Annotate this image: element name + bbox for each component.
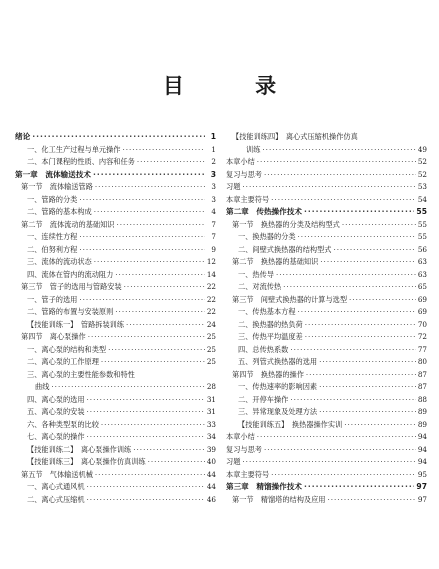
dot-leader — [108, 344, 205, 357]
toc-entry-label: 二、离心式压缩机 — [27, 494, 85, 504]
toc-entry[interactable] — [226, 269, 427, 282]
dot-leader — [79, 194, 205, 207]
dot-leader — [290, 394, 416, 407]
dot-leader — [101, 419, 205, 432]
dot-leader — [122, 144, 205, 157]
toc-entry-page: 46 — [206, 494, 216, 504]
dot-leader — [51, 381, 204, 394]
toc-entry[interactable] — [226, 219, 427, 232]
toc-entry-label: 第三节 管子的选用与管路安装 — [21, 282, 122, 291]
dot-leader — [276, 269, 416, 282]
toc-entry-page: 40 — [206, 457, 216, 466]
toc-entry[interactable] — [226, 331, 427, 344]
dot-leader — [88, 331, 205, 344]
dot-leader — [344, 419, 416, 432]
toc-entry-page: 49 — [417, 144, 427, 154]
dot-leader — [133, 444, 205, 457]
toc-entry-label: 复习与思考 — [226, 444, 262, 454]
toc-entry-label: 第四节 换热器的操作 — [232, 369, 304, 379]
toc-entry[interactable] — [15, 206, 216, 219]
dot-leader — [95, 181, 205, 194]
toc-entry-page: 24 — [206, 319, 216, 329]
dot-leader — [327, 494, 415, 507]
toc-entry-page: 63 — [417, 269, 427, 279]
toc-entry[interactable] — [226, 419, 427, 432]
toc-entry[interactable] — [15, 444, 216, 457]
toc-entry[interactable] — [226, 444, 427, 457]
toc-entry-page: 55 — [417, 219, 427, 229]
toc-entry-page: 31 — [206, 394, 216, 404]
toc-entry-label: 三、离心泵的主要性能参数和特性 — [27, 369, 135, 379]
toc-entry-page: 3 — [211, 194, 216, 204]
toc-entry-page: 69 — [417, 294, 427, 304]
toc-entry-label: 三、异常现象及处理方法 — [238, 407, 318, 416]
toc-entry-page: 39 — [206, 444, 216, 454]
toc-entry-label: 第一节 流体输送管路 — [21, 182, 93, 191]
toc-entry-label: 二、管路的布置与安装原则 — [27, 307, 114, 316]
toc-entry[interactable] — [226, 356, 427, 369]
toc-entry-page: 1 — [210, 132, 216, 141]
toc-entry-label: 一、换热器的分类 — [238, 232, 296, 241]
toc-entry[interactable] — [15, 281, 216, 294]
toc-entry-label: 四、总传热系数 — [238, 344, 289, 354]
toc-entry-label: 二、开停车操作 — [238, 394, 289, 404]
toc-entry[interactable] — [226, 281, 427, 294]
toc-entry[interactable] — [226, 494, 427, 507]
toc-entry[interactable] — [15, 394, 216, 407]
dot-leader — [93, 169, 205, 182]
page-title: 目 录 — [162, 74, 309, 98]
toc-entry[interactable] — [226, 394, 427, 407]
dot-leader — [87, 394, 205, 407]
toc-entry-page: 25 — [206, 344, 216, 354]
toc-entry[interactable] — [15, 456, 216, 469]
toc-entry-label: 一、连续性方程 — [27, 232, 78, 241]
toc-entry[interactable] — [226, 231, 427, 244]
toc-entry[interactable] — [15, 406, 216, 419]
toc-entry-page: 53 — [417, 182, 427, 191]
toc-entry-label: 三、流体的流动状态 — [27, 257, 92, 266]
dot-leader — [305, 319, 416, 332]
dot-leader — [283, 281, 416, 294]
toc-right-column — [226, 131, 427, 506]
toc-entry[interactable] — [15, 469, 216, 482]
toc-entry-page: 56 — [417, 244, 427, 254]
dot-leader — [257, 156, 416, 169]
toc-entry-page: 44 — [206, 469, 216, 479]
toc-entry-label: 【技能训练三】 离心泵操作仿真训练 — [27, 457, 146, 466]
toc-entry[interactable] — [15, 494, 216, 507]
toc-entry-label: 习题 — [226, 182, 241, 191]
toc-entry-page: 7 — [211, 219, 216, 229]
toc-entry-label: 一、传热基本方程 — [238, 307, 296, 316]
toc-entry-page: 25 — [206, 357, 216, 366]
toc-entry-page: 44 — [206, 482, 216, 491]
toc-entry-label: 一、管子的选用 — [27, 294, 78, 304]
toc-entry-page: 87 — [417, 382, 427, 391]
toc-entry-page: 80 — [417, 357, 427, 366]
toc-entry-label: 复习与思考 — [226, 169, 262, 179]
toc-entry[interactable] — [226, 144, 427, 157]
dot-leader — [298, 231, 416, 244]
dot-leader — [333, 244, 415, 257]
dot-leader — [94, 206, 205, 219]
toc-entry-page: 4 — [211, 207, 216, 216]
dot-leader — [137, 156, 205, 169]
toc-entry-page: 52 — [417, 169, 427, 179]
toc-entry-label: 一、热传导 — [238, 269, 274, 279]
toc-entry-page: 1 — [211, 144, 216, 154]
toc-entry-label: 一、化工生产过程与单元操作 — [27, 144, 121, 154]
toc-entry-page: 9 — [211, 244, 216, 254]
toc-entry-page: 3 — [211, 182, 216, 191]
dot-leader — [319, 356, 416, 369]
toc-entry-page: 94 — [417, 457, 427, 466]
dot-leader — [304, 206, 414, 219]
toc-entry[interactable] — [226, 369, 427, 382]
dot-leader — [257, 431, 416, 444]
toc-entry[interactable] — [15, 144, 216, 157]
dot-leader — [94, 256, 205, 269]
toc-entry-page: 72 — [417, 332, 427, 341]
dot-leader — [298, 306, 416, 319]
dot-leader — [320, 256, 416, 269]
toc-entry-label: 【技能训练一】 管路拆装训练 — [27, 319, 125, 329]
dot-leader — [264, 169, 416, 182]
dot-leader — [126, 319, 205, 332]
toc-entry[interactable] — [15, 431, 216, 444]
toc-entry-label: 四、离心泵的选用 — [27, 394, 85, 404]
toc-entry[interactable] — [15, 319, 216, 332]
toc-entry-page: 69 — [417, 307, 427, 316]
toc-entry-label: 本章主要符号 — [226, 469, 270, 479]
dot-leader — [115, 306, 205, 319]
toc-entry[interactable] — [226, 469, 427, 482]
dot-leader — [319, 406, 416, 419]
toc-entry-page: 88 — [417, 394, 427, 404]
dot-leader — [148, 456, 205, 469]
toc-entry-label: 第四节 离心泵操作 — [21, 332, 86, 341]
toc-entry-page: 77 — [417, 344, 427, 354]
toc-entry-page: 87 — [417, 369, 427, 379]
toc-entry-label: 三、传热平均温度差 — [238, 332, 303, 341]
dot-leader — [79, 231, 205, 244]
dot-leader — [242, 181, 415, 194]
toc-entry[interactable] — [15, 269, 216, 282]
toc-entry-label: 六、各种类型泵的比较 — [27, 419, 99, 429]
dot-leader — [124, 281, 205, 294]
toc-entry-page: 97 — [416, 482, 427, 491]
toc-entry-label: 【技能训练二】 离心泵操作训练 — [27, 444, 132, 454]
toc-entry[interactable] — [226, 256, 427, 269]
toc-entry-label: 一、管路的分类 — [27, 194, 78, 204]
toc-entry-page: 95 — [417, 469, 427, 479]
toc-entry[interactable] — [15, 331, 216, 344]
toc-entry-label: 曲线 — [35, 382, 50, 391]
toc-entry-page: 55 — [417, 232, 427, 241]
toc-entry-page: 65 — [417, 282, 427, 291]
toc-entry[interactable] — [15, 294, 216, 307]
toc-entry[interactable] — [226, 206, 427, 219]
toc-entry[interactable] — [226, 181, 427, 194]
dot-leader — [319, 381, 416, 394]
toc-entry-page: 34 — [206, 432, 216, 441]
dot-leader — [242, 456, 415, 469]
dot-leader — [116, 219, 205, 232]
toc-entry[interactable] — [15, 156, 216, 169]
dot-leader — [271, 469, 416, 482]
dot-leader — [79, 294, 205, 307]
toc-entry[interactable] — [226, 244, 427, 257]
dot-leader — [87, 406, 205, 419]
dot-leader — [87, 494, 205, 507]
toc-entry-label: 一、离心式通风机 — [27, 482, 85, 491]
toc-entry-label: 二、离心泵的工作原理 — [27, 357, 99, 366]
toc-entry-label: 五、列管式换热器的选用 — [238, 357, 318, 366]
toc-entry-page: 22 — [206, 282, 216, 291]
toc-entry-page: 52 — [417, 157, 427, 166]
dot-leader — [101, 356, 205, 369]
toc-entry[interactable] — [15, 231, 216, 244]
toc-entry-label: 第三章 精馏操作技术 — [226, 482, 302, 491]
dot-leader — [342, 219, 416, 232]
toc-entry-label: 本章主要符号 — [226, 194, 270, 204]
toc-entry-label: 二、伯努利方程 — [27, 244, 78, 254]
toc-entry-page: 55 — [416, 207, 427, 216]
toc-entry[interactable] — [15, 344, 216, 357]
toc-entry[interactable] — [226, 381, 427, 394]
toc-entry-page: 70 — [417, 319, 427, 329]
toc-entry[interactable] — [15, 481, 216, 494]
toc-entry[interactable] — [226, 294, 427, 307]
toc-entry-label: 本章小结 — [226, 157, 255, 166]
toc-entry-label: 习题 — [226, 457, 241, 466]
toc-entry-label: 本章小结 — [226, 432, 255, 441]
toc-entry-label: 第二节 流体流动的基础知识 — [21, 219, 115, 229]
toc-entry-page: 89 — [417, 419, 427, 429]
dot-leader — [95, 469, 205, 482]
toc-entry-page: 63 — [417, 257, 427, 266]
toc-entry-label: 五、离心泵的安装 — [27, 407, 85, 416]
toc-entry[interactable] — [15, 169, 216, 182]
toc-entry-page: 22 — [206, 307, 216, 316]
toc-entry-label: 二、换热器的热负荷 — [238, 319, 303, 329]
toc-entry-label: 第三节 间壁式换热器的计算与选型 — [232, 294, 348, 304]
toc-entry-page: 28 — [206, 382, 216, 391]
toc-entry-label: 七、离心泵的操作 — [27, 432, 85, 441]
toc-entry-page: 3 — [210, 169, 216, 179]
toc-entry-label: 【技能训练四】 离心式压缩机操作仿真 — [232, 132, 358, 141]
toc-entry-label: 第一节 换热器的分类及结构型式 — [232, 219, 340, 229]
toc-entry-label: 二、对流传热 — [238, 282, 282, 291]
toc-entry-label: 二、间壁式换热器的结构型式 — [238, 244, 332, 254]
dot-leader — [87, 481, 205, 494]
toc-entry[interactable] — [226, 156, 427, 169]
toc-entry[interactable] — [226, 306, 427, 319]
toc-entry-page: 22 — [206, 294, 216, 304]
toc-entry-page: 25 — [206, 332, 216, 341]
toc-entry-label: 第一章 流体输送技术 — [15, 169, 91, 179]
toc-left-column — [15, 131, 216, 506]
toc-entry[interactable] — [15, 419, 216, 432]
dot-leader — [79, 244, 205, 257]
toc-entry-label: 训练 — [246, 144, 261, 154]
toc-entry[interactable] — [15, 356, 216, 369]
dot-leader — [304, 481, 414, 494]
toc-entry[interactable] — [226, 319, 427, 332]
toc-entry[interactable] — [226, 456, 427, 469]
toc-entry-page: 12 — [206, 257, 216, 266]
toc-entry-page: 33 — [206, 419, 216, 429]
toc-entry-page: 14 — [206, 269, 216, 279]
toc-entry-label: 四、流体在管内的流动阻力 — [27, 269, 114, 279]
toc-entry-label: 绪论 — [15, 132, 31, 141]
toc-entry[interactable] — [15, 306, 216, 319]
toc-entry[interactable] — [226, 169, 427, 182]
toc-entry-page: 54 — [417, 194, 427, 204]
toc-entry-page: 94 — [417, 432, 427, 441]
toc-entry-page: 94 — [417, 444, 427, 454]
toc-entry[interactable] — [226, 431, 427, 444]
toc-entry-label: 第一节 精馏塔的结构及应用 — [232, 494, 326, 504]
toc-entry-label: 一、传热速率的影响因素 — [238, 382, 318, 391]
toc-entry[interactable] — [226, 344, 427, 357]
toc-entry[interactable] — [226, 194, 427, 207]
toc-entry-page: 97 — [417, 494, 427, 504]
dot-leader — [264, 444, 416, 457]
toc-entry-label: 第二节 换热器的基础知识 — [232, 257, 319, 266]
toc-entry-label: 二、管路的基本构成 — [27, 207, 92, 216]
toc-entry-page: 31 — [206, 407, 216, 416]
toc-entry[interactable] — [226, 406, 427, 419]
toc-entry[interactable] — [15, 256, 216, 269]
dot-leader — [262, 144, 415, 157]
toc-entry-page: 2 — [211, 157, 216, 166]
toc-entry[interactable] — [226, 481, 427, 494]
toc-entry-label: 一、离心泵的结构和类型 — [27, 344, 107, 354]
dot-leader — [306, 369, 416, 382]
toc-entry-page: 89 — [417, 407, 427, 416]
toc-entry-label: 【技能训练五】 换热器操作实训 — [238, 419, 343, 429]
toc-entry-label: 第二章 传热操作技术 — [226, 207, 302, 216]
toc-entry[interactable] — [226, 131, 427, 144]
toc-entry[interactable] — [15, 219, 216, 232]
toc-entry[interactable] — [15, 131, 216, 144]
toc-entry[interactable] — [15, 369, 216, 382]
dot-leader — [349, 294, 416, 307]
toc-entry[interactable] — [15, 381, 216, 394]
toc-entry[interactable] — [15, 181, 216, 194]
toc-entry[interactable] — [15, 194, 216, 207]
dot-leader — [271, 194, 416, 207]
dot-leader — [305, 331, 416, 344]
toc-entry-label: 第五节 气体输送机械 — [21, 469, 93, 479]
toc-entry[interactable] — [15, 244, 216, 257]
dot-leader — [115, 269, 205, 282]
toc-entry-page: 7 — [211, 232, 216, 241]
dot-leader — [87, 431, 205, 444]
dot-leader — [32, 131, 205, 144]
dot-leader — [290, 344, 416, 357]
toc-entry-label: 二、本门课程的性质、内容和任务 — [27, 157, 135, 166]
